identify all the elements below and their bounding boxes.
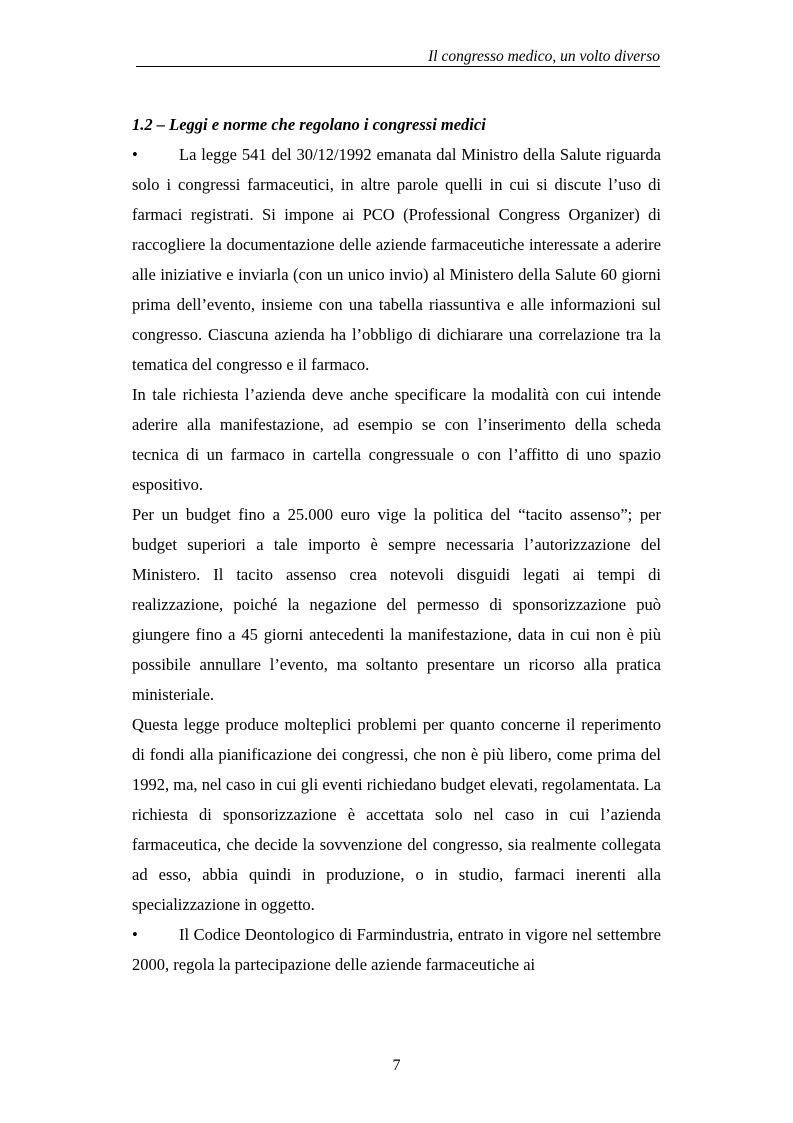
header-rule (136, 66, 660, 67)
paragraph-tacit-consent (132, 500, 661, 710)
body-text (132, 140, 661, 980)
paragraph-text: La legge 541 del 30/12/1992 emanata dal Ministro della Salute riguarda solo i congressi farmaceutici, in altre parole quelli in cui si discute l’uso di farmaci registrati. Si impone ai PCO (Professional Congress Organizer) di raccogliere la documentazione delle aziende farmaceutiche interessate a aderire alle iniziative e inviarla (con un unico invio) al Ministero della Salute 60 giorni prima dell’evento, insieme con una tabella riassuntiva e alle informazioni sul congresso. Ciascuna azienda ha l’obbligo di dichiarare una correlazione tra la tematica del congresso e il farmaco. (132, 145, 661, 374)
section-heading: 1.2 – Leggi e norme che regolano i congressi medici (132, 115, 486, 134)
page-number: 7 (392, 1057, 401, 1074)
paragraph-farmindustria-code (132, 920, 661, 980)
paragraph-text: Questa legge produce molteplici problemi per quanto concerne il reperimento di fondi alla pianificazione dei congressi, che non è più libero, come prima del 1992, ma, nel caso in cui gli eventi richiedano budget elevati, regolamentata. La richiesta di sponsorizzazione è accettata solo nel caso in cui l’azienda farmaceutica, che decide la sovvenzione del congresso, sia realmente collegata ad esso, abbia quindi in produzione, o in studio, farmaci inerenti alla specializzazione in oggetto. (132, 715, 661, 914)
paragraph-text: Per un budget fino a 25.000 euro vige la politica del “tacito assenso”; per budget superiori a tale importo è sempre necessaria l’autorizzazione del Ministero. Il tacito assenso crea notevoli disguidi legati ai tempi di realizzazione, poiché la negazione del permesso di sponsorizzazione può giungere fino a 45 giorni antecedenti la manifestazione, data in cui non è più possibile annullare l’evento, ma soltanto presentare un ricorso alla pratica ministeriale. (132, 505, 661, 704)
paragraph-text: In tale richiesta l’azienda deve anche specificare la modalità con cui intende aderire alla manifestazione, ad esempio se con l’inserimento della scheda tecnica di un farmaco in cartella congressuale o con l’affitto di uno spazio espositivo. (132, 385, 661, 494)
paragraph-text: Il Codice Deontologico di Farmindustria, entrato in vigore nel settembre 2000, regola la partecipazione delle aziende farmaceutiche ai (132, 925, 661, 974)
running-header: Il congresso medico, un volto diverso (428, 48, 660, 65)
bullet-icon: • (132, 145, 138, 164)
paragraph-funding-problems (132, 710, 661, 920)
paragraph-request-modality (132, 380, 661, 500)
paragraph-law-541 (132, 140, 661, 380)
bullet-icon: • (132, 925, 138, 944)
